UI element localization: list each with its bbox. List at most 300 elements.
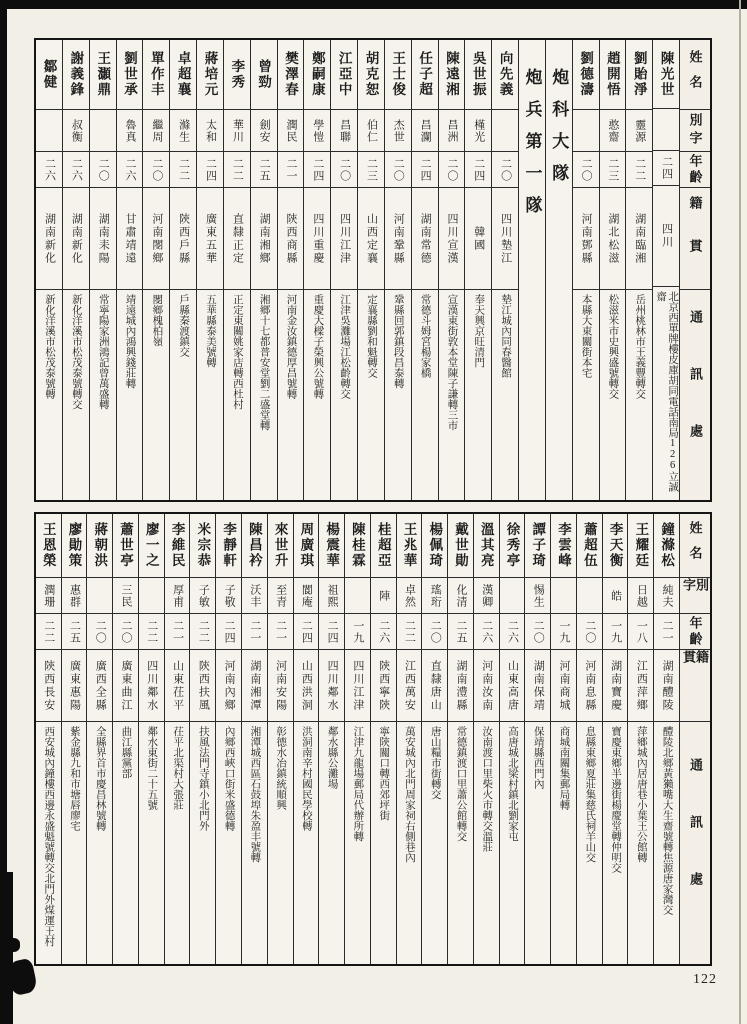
person-name-text: 楊震華	[324, 522, 340, 569]
person-age	[117, 152, 143, 188]
person-name	[87, 514, 112, 578]
person-name	[197, 40, 223, 110]
person-native-place-text: 四川重慶	[311, 212, 324, 265]
person-age-text: 二四	[223, 619, 236, 644]
person-column	[603, 514, 629, 964]
header-age	[680, 152, 710, 188]
person-address	[63, 290, 89, 500]
person-native-place-text: 直隸唐山	[429, 659, 442, 712]
person-name	[654, 514, 679, 578]
person-address	[358, 290, 384, 500]
person-name-text: 蕭超伍	[581, 522, 597, 569]
person-age	[492, 152, 518, 188]
person-address	[190, 722, 215, 964]
person-name-text: 鄭嗣康	[309, 51, 325, 98]
person-native-place-text: 直隸正定	[231, 212, 244, 265]
person-courtesy-name-text: 三民	[120, 583, 133, 608]
person-address-text: 北京西單牌樓皮庫胡同電話南局126立誠齋	[655, 291, 679, 493]
person-native-place	[62, 650, 87, 722]
person-age-text: 二〇	[97, 157, 110, 182]
person-address	[492, 290, 518, 500]
person-native-place	[90, 188, 116, 290]
person-address	[577, 722, 602, 964]
person-native-place-text: 湖南耒陽	[97, 212, 110, 265]
person-native-place-text: 湖南湘鄉	[258, 212, 271, 265]
person-address-text: 新化洋溪市松茂泰號轉	[44, 294, 56, 399]
person-name	[143, 40, 169, 110]
person-native-place	[165, 650, 190, 722]
person-age-text: 二二	[42, 619, 55, 644]
person-address-text: 湘潭城西區石鼓埠朱盈丰號轉	[249, 726, 261, 863]
person-column	[139, 514, 165, 964]
person-age-text: 二五	[454, 619, 467, 644]
person-age-text: 二一	[171, 619, 184, 644]
person-age-text: 二四	[204, 157, 217, 182]
person-name-text: 李雲峰	[556, 522, 572, 569]
person-age-text: 二〇	[94, 619, 107, 644]
person-courtesy-name	[603, 578, 628, 614]
person-address-text: 靖遠城內鴻興錢莊轉	[124, 294, 136, 389]
person-name	[90, 40, 116, 110]
person-age-text: 二六	[43, 157, 56, 182]
person-name-text: 向先義	[497, 51, 513, 98]
person-name-text: 蔣朝洪	[92, 522, 108, 569]
header-courtesy-name	[680, 110, 710, 152]
person-age	[358, 152, 384, 188]
header-column	[680, 514, 710, 964]
person-age	[654, 614, 679, 650]
person-address-text: 鄰水縣公灘場	[326, 726, 338, 789]
person-courtesy-name	[36, 578, 61, 614]
person-name	[600, 40, 626, 110]
person-address-text: 高唐城北梁村鎮北劉家屯	[507, 726, 519, 842]
person-address-text: 閿鄉槐柏嶺	[151, 294, 163, 347]
person-name-text: 譚子琦	[530, 522, 546, 569]
person-address	[412, 290, 438, 500]
header-address	[680, 290, 710, 500]
person-column	[113, 514, 139, 964]
person-native-place-text: 河南汝南	[480, 659, 493, 712]
person-name	[573, 40, 599, 110]
person-address-text: 萍鄉城內居唐巷小葉王公館轉	[635, 726, 647, 863]
person-courtesy-name	[358, 110, 384, 152]
person-column	[385, 40, 412, 500]
person-address-text: 常寧陽家洲鴻記曾萬盛轉	[97, 294, 109, 410]
header-address-text: 通訊處	[688, 757, 703, 929]
person-age	[474, 614, 499, 650]
person-age-text: 二二	[177, 157, 190, 182]
person-age-text: 二二	[403, 619, 416, 644]
person-name-text: 王恩榮	[40, 522, 56, 569]
person-age-text: 二四	[660, 155, 673, 180]
person-name	[551, 514, 576, 578]
person-name	[36, 40, 62, 110]
section-label	[519, 40, 545, 500]
person-native-place	[216, 650, 241, 722]
person-age	[216, 614, 241, 650]
person-age-text: 二二	[197, 619, 210, 644]
person-age	[626, 152, 652, 188]
person-age	[139, 614, 164, 650]
person-column	[358, 40, 385, 500]
person-name	[139, 514, 164, 578]
person-address-text: 西安城內鐘樓西邊永盛魁號轉交北門外煤運王村	[43, 726, 55, 947]
person-courtesy-name-text: 潤珊	[42, 583, 55, 608]
person-native-place-text: 四川江津	[338, 212, 351, 265]
person-native-place	[573, 188, 599, 290]
header-courtesy-name-text: 別字	[681, 578, 709, 596]
person-courtesy-name	[294, 578, 319, 614]
person-native-place-text: 四川宣漢	[445, 212, 458, 265]
person-age	[224, 152, 250, 188]
person-courtesy-name-text: 厚甫	[171, 583, 184, 608]
person-native-place-text: 湖南新化	[70, 212, 83, 265]
person-name	[224, 40, 250, 110]
person-column	[345, 514, 371, 964]
person-native-place	[654, 650, 679, 722]
person-address-text: 戶縣秦渡鎮交	[178, 294, 190, 357]
person-name	[36, 514, 61, 578]
person-column	[573, 40, 600, 500]
person-courtesy-name	[628, 578, 653, 614]
person-name	[345, 514, 370, 578]
person-column	[87, 514, 113, 964]
person-age-text: 二一	[284, 157, 297, 182]
person-courtesy-name	[448, 578, 473, 614]
person-age-text: 一九	[558, 619, 571, 644]
person-column	[251, 40, 278, 500]
person-age	[600, 152, 626, 188]
person-courtesy-name-text: 瑤珩	[429, 583, 442, 608]
person-address	[268, 722, 293, 964]
person-column	[654, 514, 680, 964]
person-address	[603, 722, 628, 964]
person-name-text: 蔣培元	[202, 51, 218, 98]
person-native-place	[345, 650, 370, 722]
person-name-text: 廖勛策	[66, 522, 82, 569]
person-age-text: 二六	[480, 619, 493, 644]
person-name	[358, 40, 384, 110]
person-courtesy-name-text: 至青	[274, 583, 287, 608]
person-column	[397, 514, 423, 964]
person-age	[371, 614, 396, 650]
person-courtesy-name-text: 叔衡	[70, 118, 83, 143]
person-courtesy-name-text: 學愷	[311, 118, 324, 143]
person-age-text: 二五	[68, 619, 81, 644]
person-column	[224, 40, 251, 500]
person-name-text: 任子超	[417, 51, 433, 98]
person-courtesy-name	[319, 578, 344, 614]
person-native-place-text: 湖南保靖	[532, 659, 545, 712]
person-courtesy-name	[190, 578, 215, 614]
person-age-text: 二二	[633, 157, 646, 182]
person-name-text: 劉德濤	[578, 51, 594, 98]
person-courtesy-name-text: 靈源	[633, 118, 646, 143]
person-courtesy-name-text: 卓然	[403, 583, 416, 608]
person-name-text: 單作丰	[148, 51, 164, 98]
person-age-text: 二〇	[429, 619, 442, 644]
person-name	[216, 514, 241, 578]
person-native-place	[224, 188, 250, 290]
person-name-text: 胡克恕	[363, 51, 379, 98]
person-courtesy-name	[474, 578, 499, 614]
person-column	[653, 40, 680, 500]
person-column	[62, 514, 88, 964]
person-courtesy-name	[653, 109, 679, 151]
person-name	[525, 514, 550, 578]
person-column	[117, 40, 144, 500]
person-native-place	[113, 650, 138, 722]
person-courtesy-name-text: 槿光	[472, 118, 485, 143]
person-name-text: 卓超襄	[175, 51, 191, 98]
person-courtesy-name	[371, 578, 396, 614]
person-native-place-text: 廣東曲江	[120, 659, 133, 712]
person-column	[600, 40, 627, 500]
header-age-text: 年齡	[687, 153, 703, 186]
person-address	[165, 722, 190, 964]
person-native-place	[319, 650, 344, 722]
person-address-text: 湘鄉十七都普安堂劉二盛堂轉	[258, 294, 270, 431]
person-name-text: 劉貽淨	[631, 51, 647, 98]
person-native-place-text: 湖南常德	[419, 212, 432, 265]
person-address-text: 醴陵北鄉黃獺嘴大生齋號轉焦源唐家灣交	[661, 726, 673, 915]
person-age-text: 二〇	[150, 157, 163, 182]
person-name	[465, 40, 491, 110]
person-courtesy-name	[165, 578, 190, 614]
person-native-place	[371, 650, 396, 722]
person-courtesy-name	[385, 110, 411, 152]
page-number: 122	[693, 972, 717, 987]
person-name-text: 陳桂霖	[349, 522, 365, 569]
person-age-text: 二四	[419, 157, 432, 182]
person-native-place-text: 廣西全縣	[94, 659, 107, 712]
person-address	[600, 290, 626, 500]
person-courtesy-name	[654, 578, 679, 614]
person-native-place-text: 湖南新化	[43, 212, 56, 265]
person-native-place-text: 陝西戶縣	[177, 212, 190, 265]
person-address-text: 新化洋溪市松茂泰號轉交	[70, 294, 82, 410]
person-courtesy-name	[63, 110, 89, 152]
header-native-place	[680, 188, 710, 290]
person-name-text: 李靜軒	[221, 522, 237, 569]
person-name-text: 陳光世	[658, 50, 674, 98]
person-native-place-text: 四川鄰水	[326, 659, 339, 712]
person-native-place-text: 江西萬安	[403, 659, 416, 712]
person-name	[331, 40, 357, 110]
person-age	[525, 614, 550, 650]
person-address	[626, 290, 652, 500]
person-name-text: 趙開悟	[604, 51, 620, 98]
person-courtesy-name	[600, 110, 626, 152]
person-name	[117, 40, 143, 110]
person-native-place	[139, 650, 164, 722]
person-age	[577, 614, 602, 650]
person-name-text: 桂超亞	[375, 522, 391, 569]
person-native-place	[465, 188, 491, 290]
person-address	[242, 722, 267, 964]
person-courtesy-name-text: 昌瀾	[419, 118, 432, 143]
person-courtesy-name	[242, 578, 267, 614]
person-courtesy-name-text: 純夫	[661, 583, 674, 608]
person-address	[278, 290, 304, 500]
person-native-place	[397, 650, 422, 722]
person-column	[577, 514, 603, 964]
person-name-text: 廖一之	[143, 522, 159, 569]
person-age	[304, 152, 330, 188]
person-age-text: 二〇	[499, 157, 512, 182]
person-address-text: 洪洞南辛村國民學校轉	[300, 726, 312, 831]
person-address	[371, 722, 396, 964]
person-age	[143, 152, 169, 188]
person-column	[371, 514, 397, 964]
person-native-place-text: 山東高唐	[506, 659, 519, 712]
person-courtesy-name	[139, 578, 164, 614]
person-courtesy-name-text: 皓	[609, 589, 622, 602]
person-column	[36, 514, 62, 964]
person-name	[577, 514, 602, 578]
person-name	[385, 40, 411, 110]
person-address	[551, 722, 576, 964]
person-native-place	[242, 650, 267, 722]
person-age	[331, 152, 357, 188]
person-column	[422, 514, 448, 964]
person-native-place-text: 湖南臨湘	[633, 212, 646, 265]
person-courtesy-name	[525, 578, 550, 614]
person-address-text: 內鄉西峽口街米盛德轉	[223, 726, 235, 831]
header-name-text: 姓名	[687, 49, 703, 100]
person-address	[319, 722, 344, 964]
person-name-text: 王灝鼎	[95, 51, 111, 98]
person-native-place	[412, 188, 438, 290]
section-label-text: 炮兵第一隊	[522, 68, 542, 228]
person-age-text: 二六	[506, 619, 519, 644]
header-name	[680, 514, 710, 578]
person-address	[628, 722, 653, 964]
scan-edge-right	[739, 0, 741, 1024]
person-age-text: 二二	[231, 157, 244, 182]
header-native-place-text: 籍貫	[687, 195, 703, 282]
person-courtesy-name-text: 沃丰	[248, 583, 261, 608]
person-age-text: 二〇	[580, 157, 593, 182]
person-age	[385, 152, 411, 188]
person-address-text: 重慶大樑子榮興公號轉	[312, 294, 324, 399]
person-name	[500, 514, 525, 578]
person-name	[113, 514, 138, 578]
person-courtesy-name-text: 太和	[204, 118, 217, 143]
person-courtesy-name	[143, 110, 169, 152]
section-column	[519, 40, 546, 500]
person-name	[628, 514, 653, 578]
person-column	[294, 514, 320, 964]
person-address	[251, 290, 277, 500]
person-age	[170, 152, 196, 188]
person-native-place-text: 山西定襄	[365, 212, 378, 265]
person-age-text: 二六	[70, 157, 83, 182]
person-address-text: 全縣界首市慶昌林號轉	[94, 726, 106, 831]
person-native-place	[603, 650, 628, 722]
person-courtesy-name	[36, 110, 62, 152]
person-name	[448, 514, 473, 578]
person-name	[294, 514, 319, 578]
person-courtesy-name-text: 憨齋	[606, 118, 619, 143]
person-native-place	[385, 188, 411, 290]
person-column	[36, 40, 63, 500]
person-courtesy-name	[626, 110, 652, 152]
person-courtesy-name	[90, 110, 116, 152]
person-name-text: 米宗恭	[195, 522, 211, 569]
person-column	[242, 514, 268, 964]
person-column	[319, 514, 345, 964]
person-native-place-text: 江西萍鄉	[635, 659, 648, 712]
person-address-text: 唐山糧市街轉交	[429, 726, 441, 800]
person-age	[294, 614, 319, 650]
person-name-text: 周廣琪	[298, 522, 314, 569]
person-name-text: 鄒健	[41, 59, 57, 90]
person-address	[331, 290, 357, 500]
person-name	[371, 514, 396, 578]
person-address	[216, 722, 241, 964]
header-native-place	[680, 650, 710, 722]
person-column	[190, 514, 216, 964]
person-age	[36, 614, 61, 650]
person-native-place	[331, 188, 357, 290]
person-address-text: 常德鎮渡口里蕭公館轉交	[455, 726, 467, 842]
person-address-text: 江津九龍場郵局代辦所轉	[352, 726, 364, 842]
person-native-place-text: 四川	[660, 223, 673, 250]
person-name	[412, 40, 438, 110]
person-age-text: 二〇	[445, 157, 458, 182]
person-address-text: 萬安城內北門周家祠右側巷內	[403, 726, 415, 863]
person-address-text: 保靖縣西門內	[532, 726, 544, 789]
section-label	[546, 40, 572, 500]
person-native-place	[474, 650, 499, 722]
person-age-text: 二〇	[583, 619, 596, 644]
person-courtesy-name	[216, 578, 241, 614]
header-name-text: 姓名	[687, 520, 703, 571]
person-native-place	[36, 650, 61, 722]
person-name	[304, 40, 330, 110]
person-address-text: 鞏縣回郭鎮段昌泰轉	[392, 294, 404, 389]
person-native-place	[492, 188, 518, 290]
person-column	[412, 40, 439, 500]
person-native-place	[63, 188, 89, 290]
person-address	[397, 722, 422, 964]
person-address-text: 本縣大東關街本宅	[580, 294, 592, 378]
person-native-place-text: 河南商城	[558, 659, 571, 712]
person-address	[500, 722, 525, 964]
person-courtesy-name	[278, 110, 304, 152]
person-courtesy-name-text: 子敏	[197, 583, 210, 608]
person-name	[190, 514, 215, 578]
person-address-text: 寶慶東鄉半邊街楊慶堂轉仲明交	[610, 726, 622, 873]
person-native-place-text: 韓國	[472, 225, 485, 252]
person-address-text: 宣漢東街敦本堂陳子謙轉三市	[446, 294, 458, 431]
person-courtesy-name-text: 祖熙	[326, 583, 339, 608]
person-age-text: 二二	[145, 619, 158, 644]
person-name	[397, 514, 422, 578]
person-address-text: 扶風法門寺鎮小北門外	[197, 726, 209, 831]
person-age	[165, 614, 190, 650]
person-address	[36, 290, 62, 500]
person-age	[113, 614, 138, 650]
person-courtesy-name	[197, 110, 223, 152]
person-column	[448, 514, 474, 964]
person-age-text: 二五	[258, 157, 271, 182]
person-address-text: 正定東關姚家店轉西杜村	[231, 294, 243, 410]
person-name-text: 樊澤春	[282, 51, 298, 98]
person-address	[439, 290, 465, 500]
person-age	[87, 614, 112, 650]
